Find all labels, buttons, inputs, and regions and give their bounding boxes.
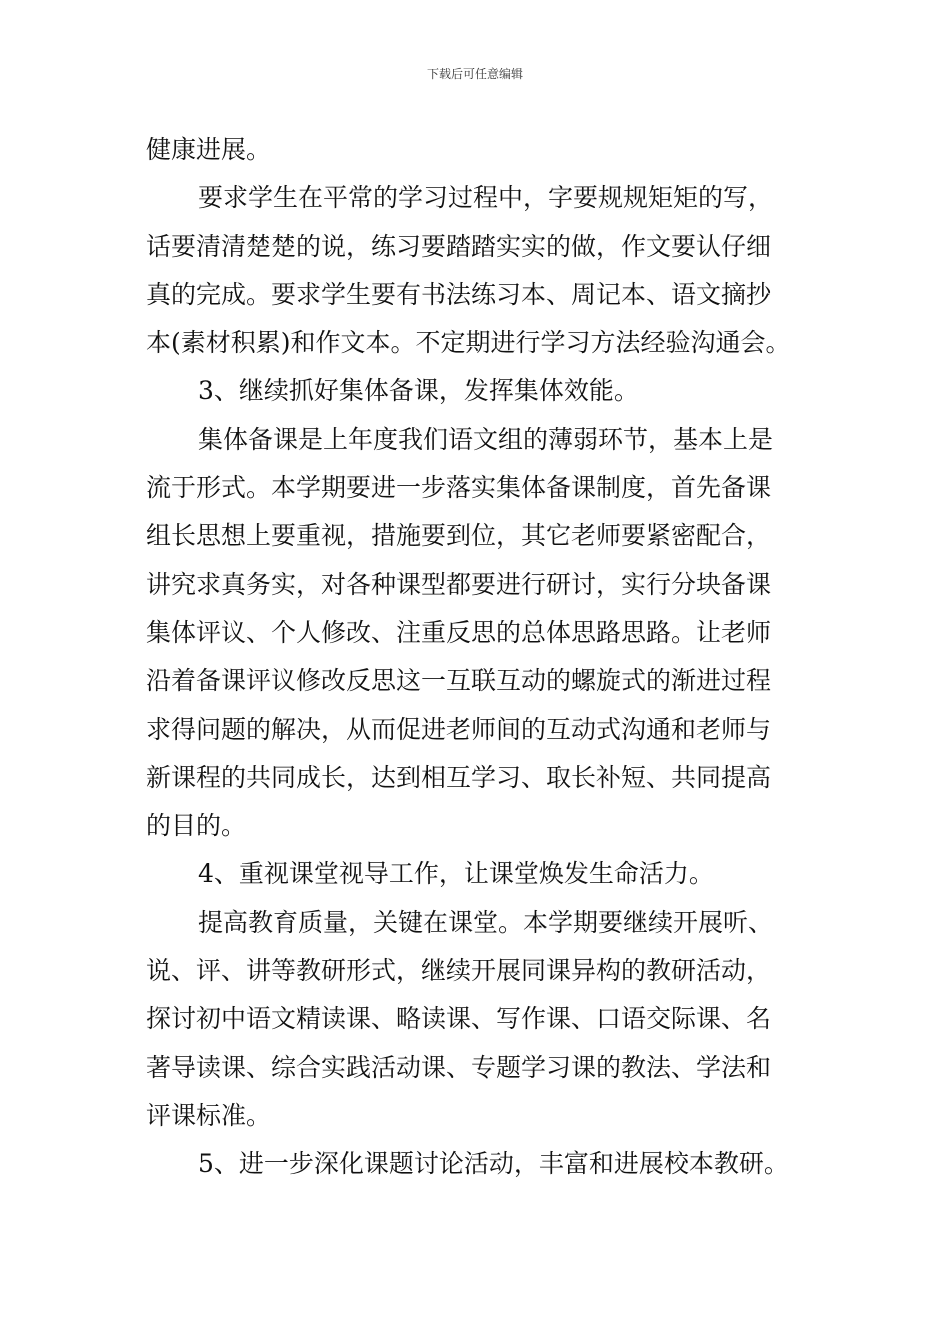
section-heading-4: 4、重视课堂视导工作，让课堂焕发生命活力。 [198,859,714,889]
section-heading-5: 5、进一步深化课题讨论活动，丰富和进展校本教研。 [198,1149,789,1179]
text-line-10: 讲究求真务实，对各种课型都要进行研讨，实行分块备课 [146,569,772,599]
body-text [146,126,806,1189]
text-line-1: 健康进展。 [146,135,272,164]
text-line-5: 本(素材积累)和作文本。不定期进行学习方法经验沟通会。 [146,328,791,358]
text-line-17: 提高教育质量，关键在课堂。本学期要继续开展听、 [198,907,774,937]
text-line-21: 评课标准。 [146,1100,272,1130]
header-note: 下载后可任意编辑 [426,67,523,81]
text-line-18: 说、评、讲等教研形式，继续开展同课异构的教研活动， [146,956,772,986]
text-line-11: 集体评议、个人修改、注重反思的总体思路思路。让老师 [146,617,772,647]
section-heading-3: 3、继续抓好集体备课，发挥集体效能。 [198,376,639,406]
text-line-3: 话要清清楚楚的说，练习要踏踏实实的做，作文要认仔细 [146,231,772,261]
text-line-13: 求得问题的解决，从而促进老师间的互动式沟通和老师与 [146,714,772,744]
text-line-8: 流于形式。本学期要进一步落实集体备课制度，首先备课 [146,473,772,503]
text-line-14: 新课程的共同成长，达到相互学习、取长补短、共同提高 [146,762,772,792]
text-line-4: 真的完成。要求学生要有书法练习本、周记本、语文摘抄 [146,279,772,309]
text-line-9: 组长思想上要重视，措施要到位，其它老师要紧密配合， [146,521,772,551]
text-line-19: 探讨初中语文精读课、略读课、写作课、口语交际课、名 [146,1004,772,1034]
text-line-20: 著导读课、综合实践活动课、专题学习课的教法、学法和 [146,1052,772,1082]
text-line-2: 要求学生在平常的学习过程中，字要规规矩矩的写， [198,183,774,213]
text-line-7: 集体备课是上年度我们语文组的薄弱环节，基本上是 [198,424,774,454]
text-line-15: 的目的。 [146,811,247,841]
text-line-12: 沿着备课评议修改反思这一互联互动的螺旋式的渐进过程 [146,666,772,696]
